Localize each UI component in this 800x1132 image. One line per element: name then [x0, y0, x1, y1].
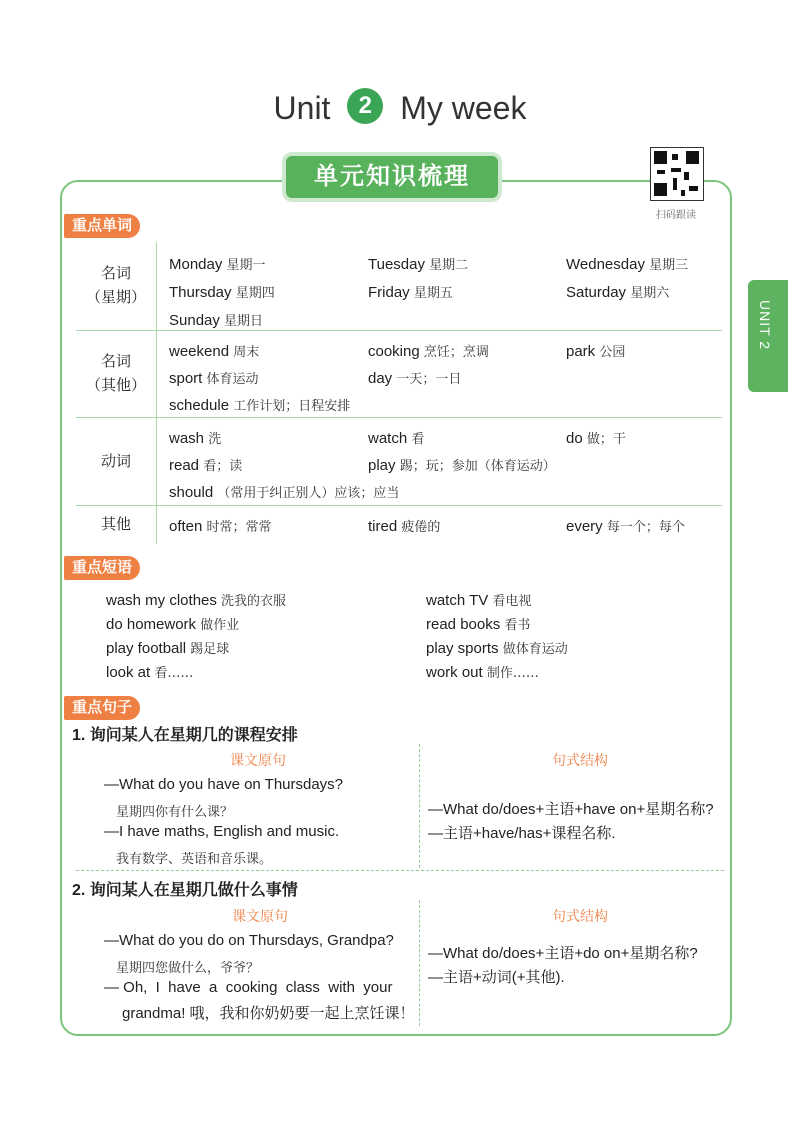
vocab-item: often 时常；常常	[169, 518, 272, 535]
column-head-original: 课文原句	[230, 752, 286, 768]
vocab-item: watch 看	[368, 430, 425, 447]
structure-line: —主语+动词(+其他).	[428, 969, 565, 986]
sentence-line: —What do you have on Thursdays?	[104, 776, 344, 793]
qr-label: 扫码跟读	[656, 210, 696, 221]
phrase-item: play sports 做体育运动	[426, 640, 568, 657]
vocab-row-label: 名词 （星期）	[85, 265, 146, 306]
phrase-item: work out 制作……	[426, 664, 539, 681]
side-tab-label: UNIT 2	[757, 300, 773, 351]
section-banner: 单元知识梳理	[286, 156, 498, 198]
vocab-item: tired 疲倦的	[368, 518, 441, 535]
sentence-line: 星期四您做什么，爷爷？	[116, 961, 260, 976]
vocab-item: Monday 星期一	[169, 256, 266, 273]
sentence-line: 星期四你有什么课？	[116, 805, 234, 820]
vocab-item: sport 体育运动	[169, 370, 259, 387]
vocab-item: Sunday 星期日	[169, 312, 264, 329]
phrase-item: wash my clothes 洗我的衣服	[106, 592, 287, 609]
qr-code-icon[interactable]	[650, 147, 704, 201]
unit-number-badge: 2	[347, 88, 383, 124]
section-head-phrases: 重点短语	[64, 556, 140, 580]
sentence-line: — Oh, I have a cooking class with your	[104, 979, 393, 996]
page-title	[0, 88, 800, 127]
vocab-table	[76, 242, 722, 544]
unit-title: My week	[400, 90, 527, 127]
vocab-item: Thursday 星期四	[169, 284, 275, 301]
structure-line: —What do/does+主语+have on+星期名称?	[428, 801, 714, 818]
section-head-vocab: 重点单词	[64, 214, 140, 238]
vocab-item: Friday 星期五	[368, 284, 453, 301]
phrase-item: watch TV 看电视	[426, 592, 532, 609]
column-head-structure: 句式结构	[552, 752, 608, 768]
sentence-line: —I have maths, English and music.	[104, 823, 340, 840]
vocab-row-verbs	[76, 417, 722, 505]
sentence-line: —What do you do on Thursdays, Grandpa?	[104, 932, 394, 949]
vocab-item: play 踢；玩；参加（体育运动）	[368, 457, 556, 474]
vocab-item: Tuesday 星期二	[368, 256, 469, 273]
column-head-original: 课文原句	[232, 908, 288, 924]
vocab-item: Saturday 星期六	[566, 284, 670, 301]
vocab-item: day 一天；一日	[368, 370, 462, 387]
vocab-row-weekdays	[76, 242, 722, 330]
vocab-item: should （常用于纠正别人）应该；应当	[169, 484, 400, 501]
phrase-item: play football 踢足球	[106, 640, 230, 657]
structure-line: —What do/does+主语+do on+星期名称?	[428, 945, 698, 962]
unit-side-tab[interactable]	[748, 280, 788, 392]
vocab-row-other-nouns	[76, 330, 722, 417]
vocab-item: park 公园	[566, 343, 626, 360]
vocab-row-label: 名词 （其他）	[85, 353, 146, 394]
vocab-item: schedule 工作计划；日程安排	[169, 397, 351, 414]
structure-line: —主语+have/has+课程名称.	[428, 825, 616, 842]
question-title-1: 1. 询问某人在星期几的课程安排	[72, 727, 298, 744]
vocab-row-others	[76, 505, 722, 544]
vocab-row-label: 其他	[100, 516, 131, 533]
vocab-item: do 做；干	[566, 430, 626, 447]
phrase-item: read books 看书	[426, 616, 531, 633]
phrase-item: do homework 做作业	[106, 616, 240, 633]
section-divider	[76, 870, 724, 871]
vocab-item: weekend 周末	[169, 343, 260, 360]
sentence-line: 我有数学、英语和音乐课。	[116, 852, 273, 867]
vocab-item: wash 洗	[169, 430, 222, 447]
column-divider	[419, 744, 420, 868]
phrase-item: look at 看……	[106, 664, 194, 681]
section-head-sentences: 重点句子	[64, 696, 140, 720]
column-divider	[419, 900, 420, 1026]
vocab-item: Wednesday 星期三	[566, 256, 689, 273]
vocab-item: read 看；读	[169, 457, 243, 474]
column-head-structure: 句式结构	[552, 908, 608, 924]
vocab-item: cooking 烹饪；烹调	[368, 343, 489, 360]
vocab-row-label: 动词	[100, 452, 131, 470]
sentence-line: grandma! 哦，我和你奶奶要一起上烹饪课！	[122, 1005, 415, 1022]
unit-word: Unit	[273, 90, 331, 127]
vocab-item: every 每一个；每个	[566, 518, 685, 535]
question-title-2: 2. 询问某人在星期几做什么事情	[72, 882, 298, 899]
